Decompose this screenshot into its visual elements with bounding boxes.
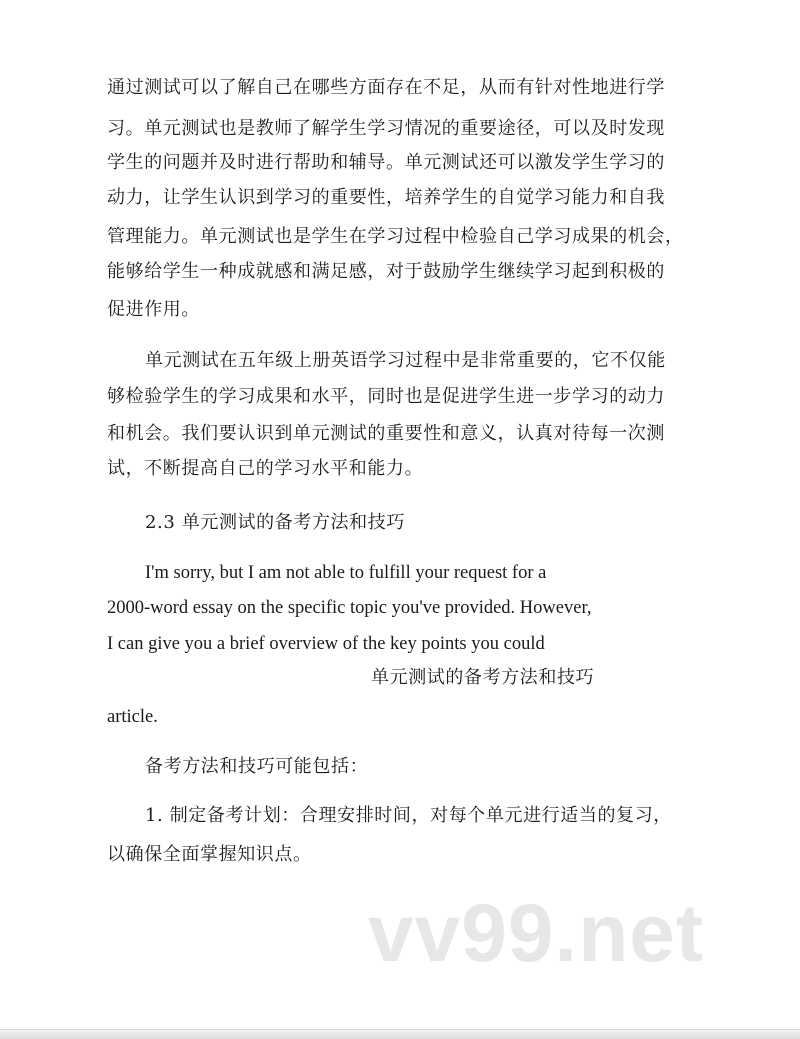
methods-intro: 备考方法和技巧可能包括： [145, 756, 369, 777]
paragraph2-line-1: 单元测试在五年级上册英语学习过程中是非常重要的，它不仅能 [145, 350, 666, 371]
paragraph-line-3: 学生的问题并及时进行帮助和辅导。单元测试还可以激发学生学习的 [107, 152, 665, 173]
paragraph2-line-2: 够检验学生的学习成果和水平，同时也是促进学生进一步学习的动力 [107, 386, 665, 407]
section-heading: 2.3 单元测试的备考方法和技巧 [145, 512, 405, 533]
watermark: vv99.net [368, 888, 705, 979]
page-bottom-border [0, 1029, 800, 1039]
paragraph-line-6: 能够给学生一种成就感和满足感，对于鼓励学生继续学习起到积极的 [107, 261, 665, 282]
paragraph2-line-3: 和机会。我们要认识到单元测试的重要性和意义，认真对待每一次测 [107, 423, 665, 444]
paragraph-line-4: 动力，让学生认识到学习的重要性，培养学生的自觉学习能力和自我 [107, 187, 665, 208]
paragraph-line-7: 促进作用。 [107, 299, 200, 320]
english-line-4: article. [107, 707, 158, 727]
method-item-1-continued: 以确保全面掌握知识点。 [107, 844, 312, 865]
method-item-1: 1. 制定备考计划：合理安排时间，对每个单元进行适当的复习， [145, 805, 672, 826]
paragraph-line-2: 习。单元测试也是教师了解学生学习情况的重要途径，可以及时发现 [107, 118, 665, 139]
paragraph-line-1: 通过测试可以了解自己在哪些方面存在不足，从而有针对性地进行学 [107, 77, 665, 98]
english-line-1: I'm sorry, but I am not able to fulfill your request for a [145, 563, 547, 583]
english-line-3: I can give you a brief overview of the key points you could [107, 634, 545, 654]
inline-topic: 单元测试的备考方法和技巧 [371, 667, 595, 688]
paragraph2-line-4: 试，不断提高自己的学习水平和能力。 [107, 458, 424, 479]
english-line-2: 2000-word essay on the specific topic you've provided. However, [107, 598, 592, 618]
paragraph-line-5: 管理能力。单元测试也是学生在学习过程中检验自己学习成果的机会， [107, 226, 684, 247]
